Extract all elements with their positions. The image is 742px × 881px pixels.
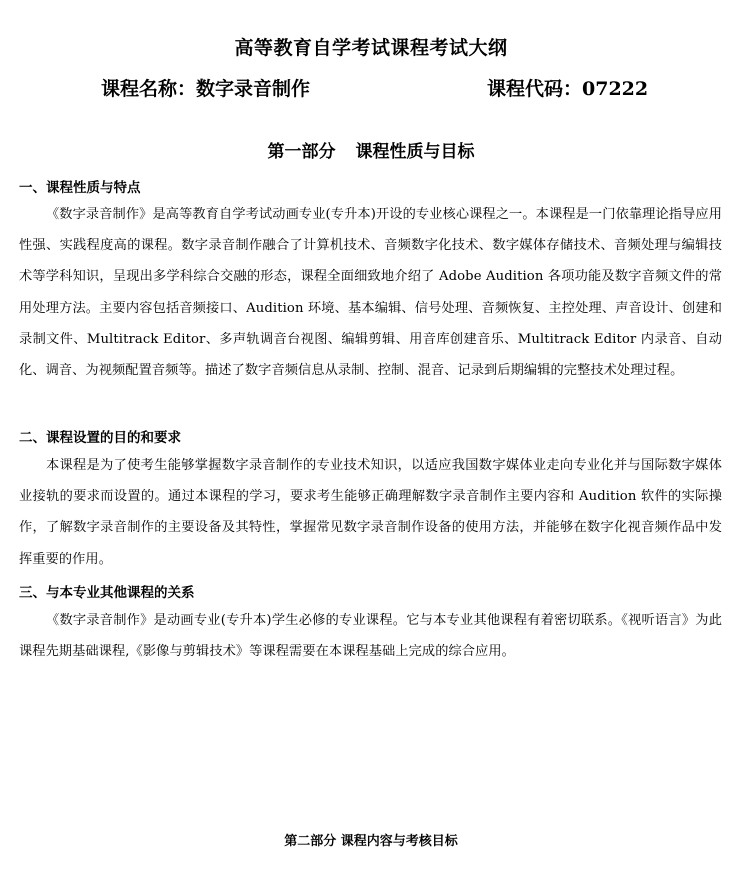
section-paragraph-purpose: 本课程是为了使考生能够掌握数字录音制作的专业技术知识，以适应我国数字媒体业走向专业化并与国际数字媒体业接轨的要求而设置的。通过本课程的学习，要求考生能够正确理解数字录音制作主要内容和 Audition 软件的实际操作，了解数字录音制作的主要设备及其特性，掌握常见数字录音制作设备的使用方法，并能够在数字化视音频作品中发挥重要的作用。 [19, 458, 722, 567]
part-one-title: 第一部分 课程性质与目标 [267, 142, 475, 162]
section-heading-relation: 三、与本专业其他课程的关系 [19, 585, 195, 601]
part-two-title: 第二部分 课程内容与考核目标 [284, 834, 458, 849]
section-paragraph-relation: 《数字录音制作》是动画专业(专升本)学生必修的专业课程。它与本专业其他课程有着密切联系。《视听语言》为此课程先期基础课程,《影像与剪辑技术》等课程需要在本课程基础上完成的综合应用。 [19, 613, 722, 660]
course-code: 课程代码：07222 [487, 78, 649, 100]
section-heading-purpose: 二、课程设置的目的和要求 [19, 430, 181, 446]
document-title: 高等教育自学考试课程考试大纲 [234, 37, 508, 59]
section-heading-nature: 一、课程性质与特点 [19, 180, 141, 196]
course-name: 课程名称：数字录音制作 [101, 78, 311, 100]
section-paragraph-nature: 《数字录音制作》是高等教育自学考试动画专业(专升本)开设的专业核心课程之一。本课程是一门依靠理论指导应用性强、实践程度高的课程。数字录音制作融合了计算机技术、音频数字化技术、数字媒体存储技术、音频处理与编辑技术等学科知识，呈现出多学科综合交融的形态，课程全面细致地介绍了 Adobe Audition 各项功能及数字音频文件的常用处理方法。主要内容包括音频接口、Audition 环境、基本编辑、信号处理、音频恢复、主控处理、声音设计、创建和录制文件、Multitrack Editor、多声轨调音台视图、编辑剪辑、用音库创建音乐、Multitrack Editor 内录音、自动化、调音、为视频配置音频等。描述了数字音频信息从录制、控制、混音、记录到后期编辑的完整技术处理过程。 [19, 207, 722, 379]
